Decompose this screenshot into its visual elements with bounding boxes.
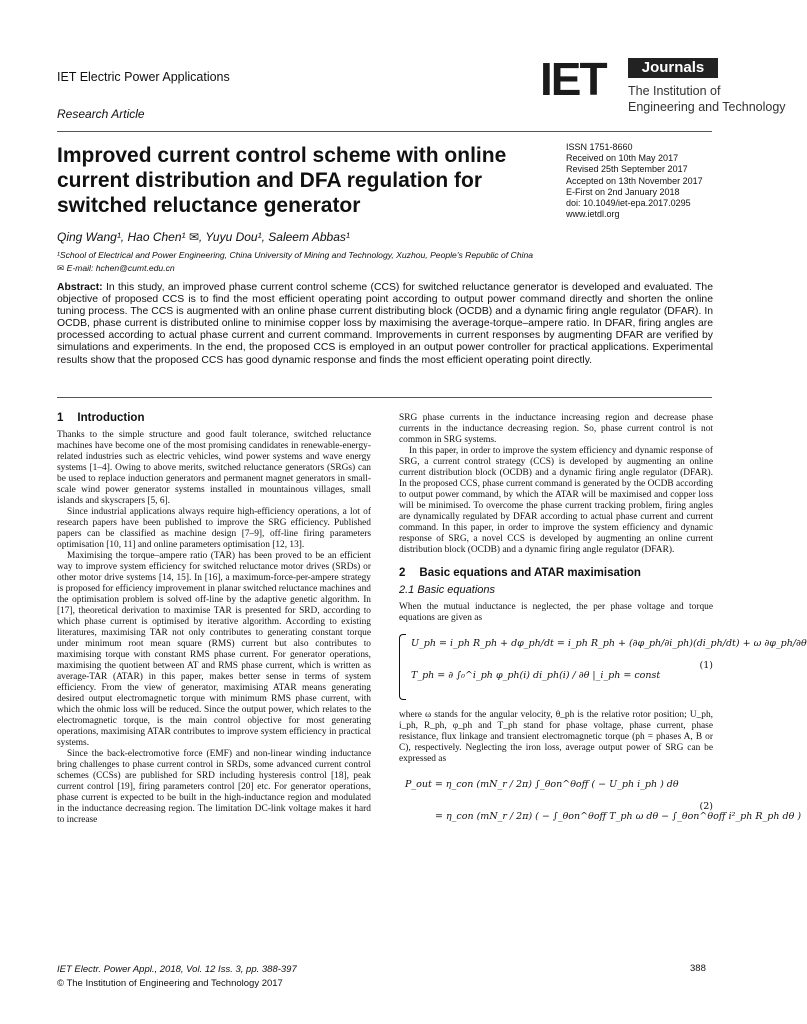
paragraph: SRG phase currents in the inductance increasing region and decrease phase currents in the inductance decreasing region. So, phase current control is not common in SRG systems.	[399, 413, 713, 445]
right-column	[399, 413, 807, 849]
equation-1-line-1: U_ph = i_ph R_ph + dφ_ph/dt = i_ph R_ph + (∂φ_ph/∂i_ph)(di_ph/dt) + ω ∂φ_ph/∂θ	[411, 638, 807, 649]
equation-number: (1)	[699, 660, 713, 671]
affiliation-block	[57, 249, 533, 275]
meta-doi[interactable]: doi: 10.1049/iet-epa.2017.0295	[566, 198, 691, 209]
section-number: 2	[399, 567, 406, 579]
paragraph: Maximising the torque–ampere ratio (TAR) has been proved to be an efficient way to improve system efficiency for switched reluctance motor drives (SRDs) or other motor drive systems [14, 15]. In [16], a maximum-force-per-ampere strategy is proposed for efficiency improvement in planar switched reluctance machines and the optimisation problem is solved off-line by the adaptive genetic algorithm. In [17], theoretical derivation to maximise TAR is presented for SRD, according to which phase current is optimised by iterative algorithm. According to existing literatures, maximising TAR not only contributes to generating constant torque under minimum root mean square (RMS) current but also contributes to maximising torque with constant RMS phase current. For generator operations, maximising the quotient between AT and RMS phase current, which is written as average-TAR (ATAR) in this paper, makes better sense in terms of system efficiency. From the view of generator, maximising ATAR means generating desired output electromagnetic torque with minimum RMS phase current, with which the ohmic loss will be reduced. Since the output power, which relates to the electromagnetic torque, is the main control objective for most generating operations, maximising ATAR contributes to improve system efficiency in practical systems.	[57, 551, 371, 748]
meta-website[interactable]: www.ietdl.org	[566, 209, 620, 220]
page-number: 388	[690, 963, 706, 974]
footer-copyright: © The Institution of Engineering and Technology 2017	[57, 978, 283, 989]
paragraph: where ω stands for the angular velocity, θ_ph is the relative rotor position; U_ph, i_ph, R_ph, φ_ph and T_ph stand for phase voltage, phase current, phase resistance, flux linkage and transient electromagnetic torque (ph = phases A, B or C), respectively. Neglecting the iron loss, average output power of SRG can be expressed as	[399, 710, 713, 764]
equation-1	[399, 630, 807, 706]
affiliation: ¹School of Electrical and Power Engineering, China University of Mining and Technology, Xuzhou, People's Republic of China	[57, 250, 533, 260]
equation-1-body	[411, 634, 807, 686]
paragraph: When the mutual inductance is neglected, the per phase voltage and torque equations are given as	[399, 602, 713, 623]
section-title: Introduction	[77, 412, 145, 424]
paragraph: Since industrial applications always require high-efficiency operations, a lot of research papers have been published to improve the SRG efficiency. Published papers can be classified as machine design [7–9], off-line firing parameters optimisation [10, 11] and online parameters optimisation [12, 13].	[57, 507, 371, 550]
abstract-label: Abstract:	[57, 282, 103, 293]
footer-citation: IET Electr. Power Appl., 2018, Vol. 12 Iss. 3, pp. 388-397	[57, 964, 297, 975]
paragraph: Since the back-electromotive force (EMF) and non-linear winding inductance bring challenges to phase current control in SRDs, some advanced current control schemes (CCSs) are published for SRD including hysteresis control [18], peak current control [19], firing parameters control [20] etc. For generator operations, phase current is expected to be built in the high-inductance region and modulated in the inductance decreasing region. The limitation DC-link voltage makes it hard to increase	[57, 749, 371, 825]
article-meta	[566, 142, 726, 220]
article-title: Improved current control scheme with online current distribution and DFA regulation for switched reluctance generator	[57, 144, 507, 217]
journal-name: IET Electric Power Applications	[57, 70, 230, 84]
equation-2-line-1: P_out = η_con (mN_r / 2π) ∫_θon^θoff ( − U_ph i_ph ) dθ	[405, 779, 679, 790]
meta-revised: Revised 25th September 2017	[566, 164, 688, 175]
logo-mark: IET	[540, 53, 606, 105]
abstract	[57, 282, 713, 367]
equation-brace	[399, 634, 406, 700]
meta-accepted: Accepted on 13th November 2017	[566, 175, 703, 186]
equation-2-body	[405, 775, 801, 827]
equation-2	[399, 771, 802, 845]
logo-line-2: Engineering and Technology	[628, 100, 786, 114]
footer	[57, 963, 297, 991]
author-list: Qing Wang¹, Hao Chen¹ ✉, Yuyu Dou¹, Saleem Abbas¹	[57, 230, 350, 244]
abstract-text: In this study, an improved phase current control scheme (CCS) for switched reluctance generator is developed and evaluated. The objective of proposed CCS is to find the most efficient operating point according to output power command directly and shorten the online tuning process. The CCS is augmented with an online phase current distributing block (OCDB) and a dynamic firing angle regulator (DFAR). In OCDB, phase current is distributed online to minimise copper loss by maximising the average-torque–ampere ratio. In DFAR, firing angles are processed according to actual phase current and current command. Improvements in current responses by augmenting DFAR are verified by simulations and experiments. In the end, the proposed CCS is employed in an output power controller for practical applications. Experimental results show that the proposed CCS has good dynamic response and finds the most efficient operating point directly.	[57, 282, 713, 366]
abstract-divider	[57, 397, 712, 398]
section-number: 1	[57, 412, 64, 424]
paragraph: Thanks to the simple structure and good fault tolerance, switched reluctance machines have become one of the most promising candidates in renewable-energy-related industries such as electric vehicles, wind power systems and wave energy systems [1–4]. Owing to above merits, switched reluctance generators (SRGs) can be used to replace induction generators and permanent magnet generators in small-scale wind power generator systems installed in mountainous villages, small islands and skyscrapers [5, 6].	[57, 430, 371, 506]
meta-issn: ISSN 1751-8660	[566, 142, 633, 152]
left-column	[57, 413, 371, 826]
subsection-heading: 2.1 Basic equations	[399, 584, 496, 596]
equation-2-line-2: = η_con (mN_r / 2π) ( − ∫_θon^θoff T_ph ω dθ − ∫_θon^θoff i²_ph R_ph dθ )	[435, 811, 802, 822]
equation-number: (2)	[699, 801, 713, 812]
section-title: Basic equations and ATAR maximisation	[419, 567, 641, 579]
equation-1-line-2: T_ph = ∂ ∫₀^i_ph φ_ph(i) di_ph(i) / ∂θ |_i_ph = const	[411, 670, 661, 681]
logo-journals-badge: Journals	[628, 58, 718, 78]
header-divider	[57, 131, 712, 132]
meta-efirst: E-First on 2nd January 2018	[566, 186, 680, 197]
paragraph: In this paper, in order to improve the system efficiency and dynamic response of SRG, a current control strategy (CCS) is developed by augmenting an online current distribution block (OCDB) and a dynamic firing angle regulator (DFAR). In the proposed CCS, phase current command is generated by the OCDB according to output power command, by which the ATAR will be maximised and copper loss will be minimised. To overcome the phase current tracking problem, firing angles are dynamically regulated by DFAR according to actual phase current and current command. In this paper, in order to improve the system efficiency and dynamic response of SRG, a novel CCS is developed by augmenting an online current distribution block (OCDB) and a dynamic firing angle regulator (DFAR).	[399, 446, 713, 555]
article-type: Research Article	[57, 107, 145, 121]
section-heading-introduction	[57, 413, 371, 424]
logo-line-1: The Institution of	[628, 84, 721, 98]
meta-received: Received on 10th May 2017	[566, 153, 679, 164]
contact-email[interactable]: ✉ E-mail: hchen@cumt.edu.cn	[57, 263, 175, 273]
section-heading-basic-equations	[399, 568, 713, 579]
iet-logo	[540, 53, 786, 122]
